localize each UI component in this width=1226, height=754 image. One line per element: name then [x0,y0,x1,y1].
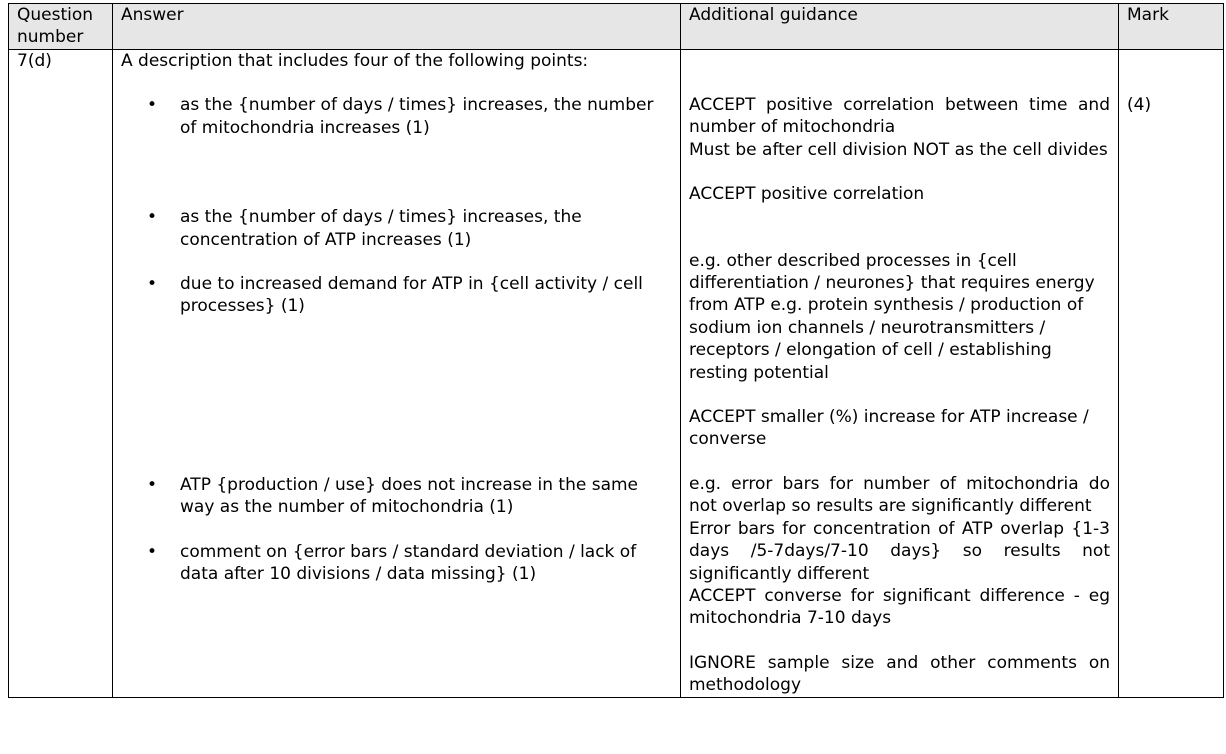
guidance-text: ACCEPT smaller (%) increase for ATP increase / converse [689,407,1089,450]
answer-point-text: ATP {production / use} does not increase in the same way as the number of mitochondria (1) [180,474,639,518]
answer-cell [113,50,681,698]
answer-row [9,50,1224,698]
bullet-icon: • [147,95,158,116]
bullet-icon: • [147,207,158,228]
answer-point [121,94,672,139]
bullet-icon: • [147,474,158,495]
header-row [9,4,1224,50]
question-number: 7(d) [17,51,52,71]
answer-point [121,206,672,251]
answer-point-text: due to increased demand for ATP in {cell activity / cell processes} (1) [180,274,643,317]
answer-intro: A description that includes four of the following points: [121,51,589,71]
answer-point [121,474,672,519]
guidance-text: e.g. error bars for number of mitochondria do not overlap so results are significantly different [689,473,1110,517]
guidance-text: ACCEPT positive correlation between time and number of mitochondria [689,95,1110,138]
guidance-cell [681,50,1119,698]
answer-point [121,273,672,318]
mark-scheme-table [8,3,1224,698]
header-additional-guidance: Additional guidance [681,4,1119,50]
header-answer: Answer [113,4,681,50]
answer-points [121,94,672,585]
mark-value: (4) [1127,95,1152,115]
answer-point-text: comment on {error bars / standard deviation / lack of data after 10 divisions / data missing} (1) [180,541,637,585]
question-number-cell [9,50,113,698]
bullet-icon: • [147,274,158,295]
mark-cell [1119,50,1224,698]
answer-point [121,541,672,586]
guidance-text: e.g. other described processes in {cell differentiation / neurones} that requires energy from ATP e.g. protein synthesis / production of sodium ion channels / neurotransmitters / receptors / elongation of cell / establishing resting potential [689,250,1095,383]
answer-point-text: as the {number of days / times} increases, the concentration of ATP increases (1) [180,207,582,250]
header-question-number: Question number [9,4,113,50]
guidance-text: Must be after cell division NOT as the cell divides [689,139,1108,160]
guidance-text: ACCEPT converse for significant difference - eg mitochondria 7-10 days [689,585,1110,629]
guidance-text: IGNORE sample size and other comments on methodology [689,652,1110,696]
answer-point-text: as the {number of days / times} increases, the number of mitochondria increases (1) [180,95,654,138]
guidance-text: ACCEPT positive correlation [689,184,925,205]
bullet-icon: • [147,541,158,562]
guidance-text: Error bars for concentration of ATP overlap {1-3 days /5-7days/7-10 days} so results not significantly different [689,518,1110,584]
header-mark: Mark [1119,4,1224,50]
